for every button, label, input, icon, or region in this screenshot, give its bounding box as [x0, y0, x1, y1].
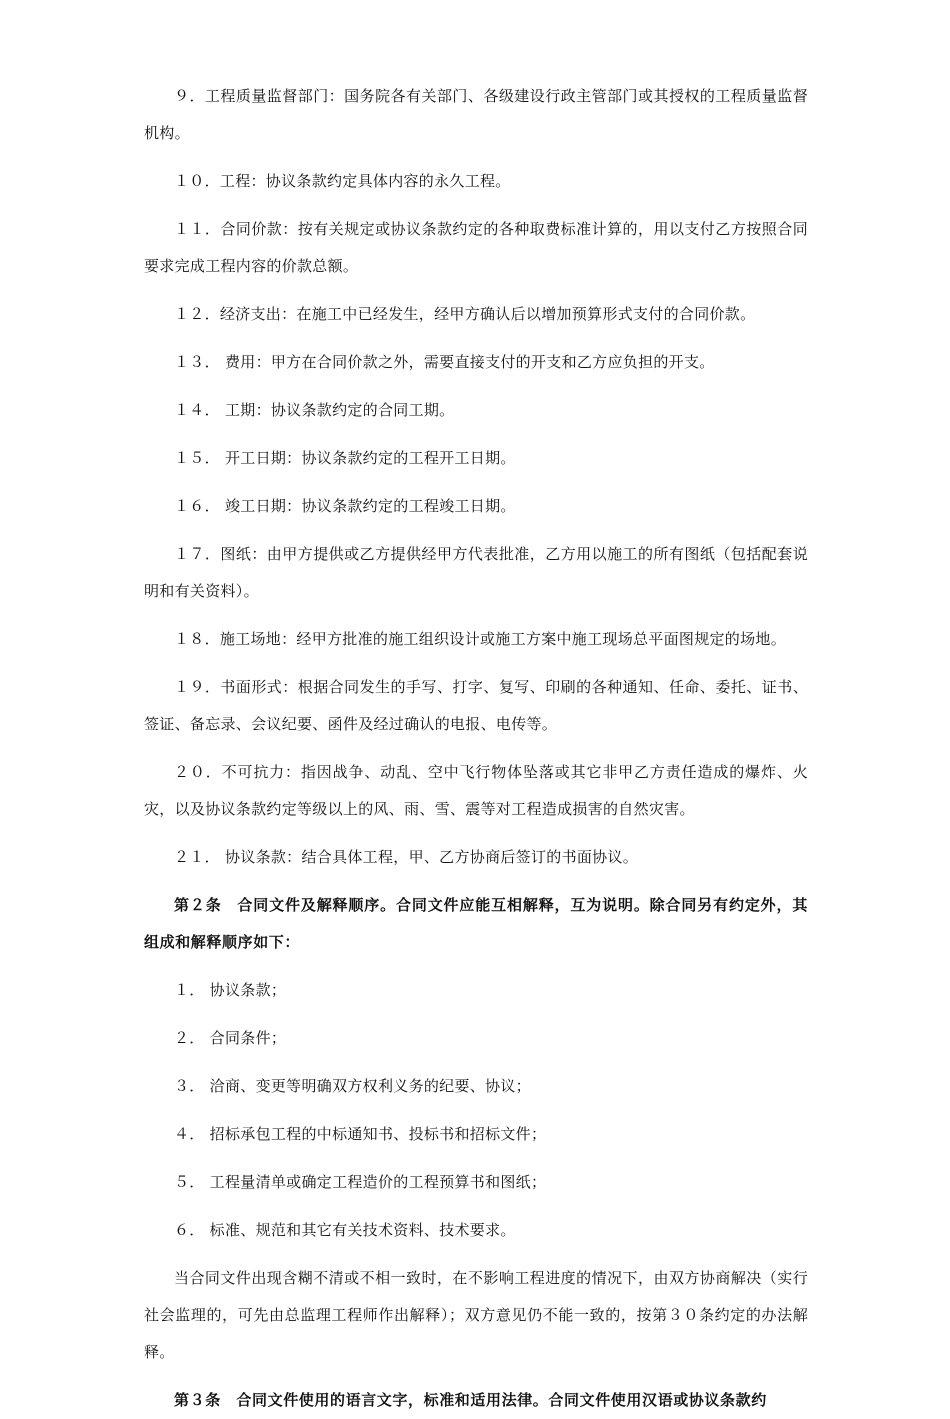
- article-3-heading: 第３条 合同文件使用的语言文字，标准和适用法律。合同文件使用汉语或协议条款约: [174, 1391, 767, 1409]
- paragraph-item-11: １１．合同价款：按有关规定或协议条款约定的各种取费标准计算的，用以支付乙方按照合同要求完成工程内容的价款总额。: [144, 220, 808, 275]
- article-2-heading: 第２条 合同文件及解释顺序。合同文件应能互相解释，互为说明。除合同另有约定外，其组成和解释顺序如下：: [144, 896, 808, 951]
- list-item-6: ６． 标准、规范和其它有关技术资料、技术要求。: [174, 1221, 516, 1239]
- document-body: [144, 78, 808, 1419]
- list-item-4: ４． 招标承包工程的中标通知书、投标书和招标文件；: [174, 1125, 547, 1143]
- paragraph-item-18: １８．施工场地：经甲方批准的施工组织设计或施工方案中施工现场总平面图规定的场地。: [174, 630, 787, 648]
- paragraph-item-13: １３． 费用：甲方在合同价款之外，需要直接支付的开支和乙方应负担的开支。: [174, 353, 715, 371]
- paragraph-item-17: １７．图纸：由甲方提供或乙方提供经甲方代表批准，乙方用以施工的所有图纸（包括配套说明和有关资料）。: [144, 545, 808, 600]
- list-item-1: １． 协议条款；: [174, 981, 287, 999]
- paragraph-item-16: １６． 竣工日期：协议条款约定的工程竣工日期。: [174, 497, 516, 515]
- interpretation-paragraph: 当合同文件出现含糊不清或不相一致时，在不影响工程进度的情况下，由双方协商解决（实行社会监理的，可先由总监理工程师作出解释）；双方意见仍不能一致的，按第３０条约定的办法解释。: [144, 1269, 808, 1361]
- paragraph-item-10: １０．工程：协议条款约定具体内容的永久工程。: [174, 172, 511, 190]
- list-item-5: ５． 工程量清单或确定工程造价的工程预算书和图纸；: [174, 1173, 547, 1191]
- paragraph-item-9: ９．工程质量监督部门：国务院各有关部门、各级建设行政主管部门或其授权的工程质量监督机构。: [144, 87, 808, 142]
- paragraph-item-19: １９．书面形式：根据合同发生的手写、打字、复写、印刷的各种通知、任命、委托、证书、签证、备忘录、会议纪要、函件及经过确认的电报、电传等。: [144, 678, 808, 733]
- paragraph-item-15: １５． 开工日期：协议条款约定的工程开工日期。: [174, 449, 516, 467]
- list-item-3: ３． 洽商、变更等明确双方权利义务的纪要、协议；: [174, 1077, 531, 1095]
- paragraph-item-14: １４． 工期：协议条款约定的合同工期。: [174, 401, 455, 419]
- paragraph-item-20: ２０．不可抗力：指因战争、动乱、空中飞行物体坠落或其它非甲乙方责任造成的爆炸、火灾，以及协议条款约定等级以上的风、雨、雪、震等对工程造成损害的自然灾害。: [144, 763, 808, 818]
- paragraph-item-12: １２．经济支出：在施工中已经发生，经甲方确认后以增加预算形式支付的合同价款。: [174, 305, 756, 323]
- list-item-2: ２． 合同条件；: [174, 1029, 287, 1047]
- paragraph-item-21: ２１． 协议条款：结合具体工程，甲、乙方协商后签订的书面协议。: [174, 848, 639, 866]
